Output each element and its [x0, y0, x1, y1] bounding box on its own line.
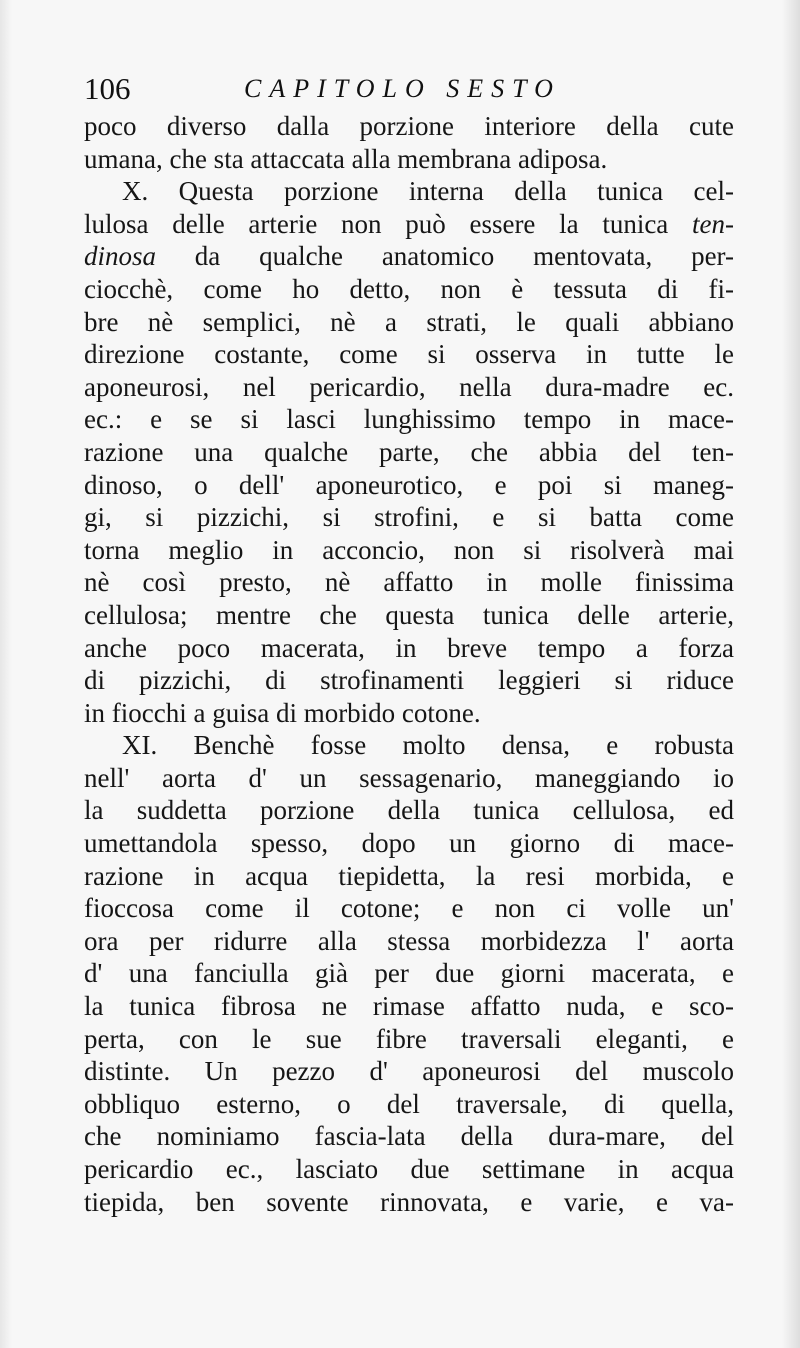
text-line: dinoso, o dell' aponeurotico, e poi si maneg- [84, 469, 734, 500]
text-line [84, 208, 734, 241]
text-line: che nominiamo fascia-lata della dura-mare, del [84, 1121, 734, 1152]
section-heading-line-xi: XI. Benchè fosse molto densa, e robusta [122, 730, 734, 761]
text-line: fioccosa come il cotone; e non ci volle un' [84, 893, 734, 924]
italic-term: ten- [692, 208, 734, 239]
text-line [84, 240, 734, 273]
text-line: razione una qualche parte, che abbia del ten- [84, 436, 734, 467]
text-fragment: lulosa delle arterie non può essere la tunica [84, 208, 693, 239]
text-line: in fiocchi a guisa di morbido cotone. [84, 697, 481, 728]
text-line: aponeurosi, nel pericardio, nella dura-madre ec. [84, 371, 734, 402]
text-line: obbliquo esterno, o del traversale, di quella, [84, 1088, 734, 1119]
text-line: umana, che sta attaccata alla membrana adiposa. [84, 143, 608, 174]
text-line: tiepida, ben sovente rinnovata, e varie, e va- [84, 1186, 734, 1217]
text-line: ec.: e se si lasci lunghissimo tempo in mace- [84, 404, 734, 435]
text-line: pericardio ec., lasciato due settimane in acqua [84, 1154, 734, 1184]
text-line: la tunica fibrosa ne rimase affatto nuda, e sco- [84, 991, 734, 1022]
text-line: bre nè semplici, nè a strati, le quali abbiano [84, 306, 734, 337]
text-fragment: da qualche anatomico mentovata, per- [156, 241, 734, 272]
text-line: nell' aorta d' un sessagenario, maneggiando io [84, 762, 734, 793]
text-line: distinte. Un pezzo d' aponeurosi del muscolo [84, 1056, 734, 1087]
text-line: direzione costante, come si osserva in tutte le [84, 339, 734, 370]
text-line: nè così presto, nè affatto in molle finissima [84, 567, 734, 598]
running-head [84, 72, 724, 108]
text-line: anche poco macerata, in breve tempo a forza [84, 632, 734, 663]
text-line: cellulosa; mentre che questa tunica delle arterie, [84, 599, 734, 630]
text-line: di pizzichi, di strofinamenti leggieri si riduce [84, 665, 734, 696]
body-text [84, 110, 734, 1218]
chapter-title: CAPITOLO SESTO [244, 74, 561, 103]
text-line: la suddetta porzione della tunica cellulosa, ed [84, 795, 734, 826]
section-heading-line-x: X. Questa porzione interna della tunica cel- [122, 176, 734, 207]
italic-term: dinosa [84, 241, 157, 272]
text-line: ora per ridurre alla stessa morbidezza l' aorta [84, 925, 734, 956]
text-line: umettandola spesso, dopo un giorno di mace- [84, 828, 734, 859]
text-line: gi, si pizzichi, si strofini, e si batta come [84, 502, 734, 533]
text-line: poco diverso dalla porzione interiore della cute [84, 111, 734, 141]
text-line: razione in acqua tiepidetta, la resi morbida, e [84, 860, 734, 891]
text-line: ciocchè, come ho detto, non è tessuta di fi- [84, 273, 734, 304]
text-line: d' una fanciulla già per due giorni macerata, e [84, 958, 734, 989]
text-line: torna meglio in acconcio, non si risolverà mai [84, 534, 734, 565]
text-line: perta, con le sue fibre traversali eleganti, e [84, 1023, 734, 1054]
page-number: 106 [84, 71, 131, 106]
